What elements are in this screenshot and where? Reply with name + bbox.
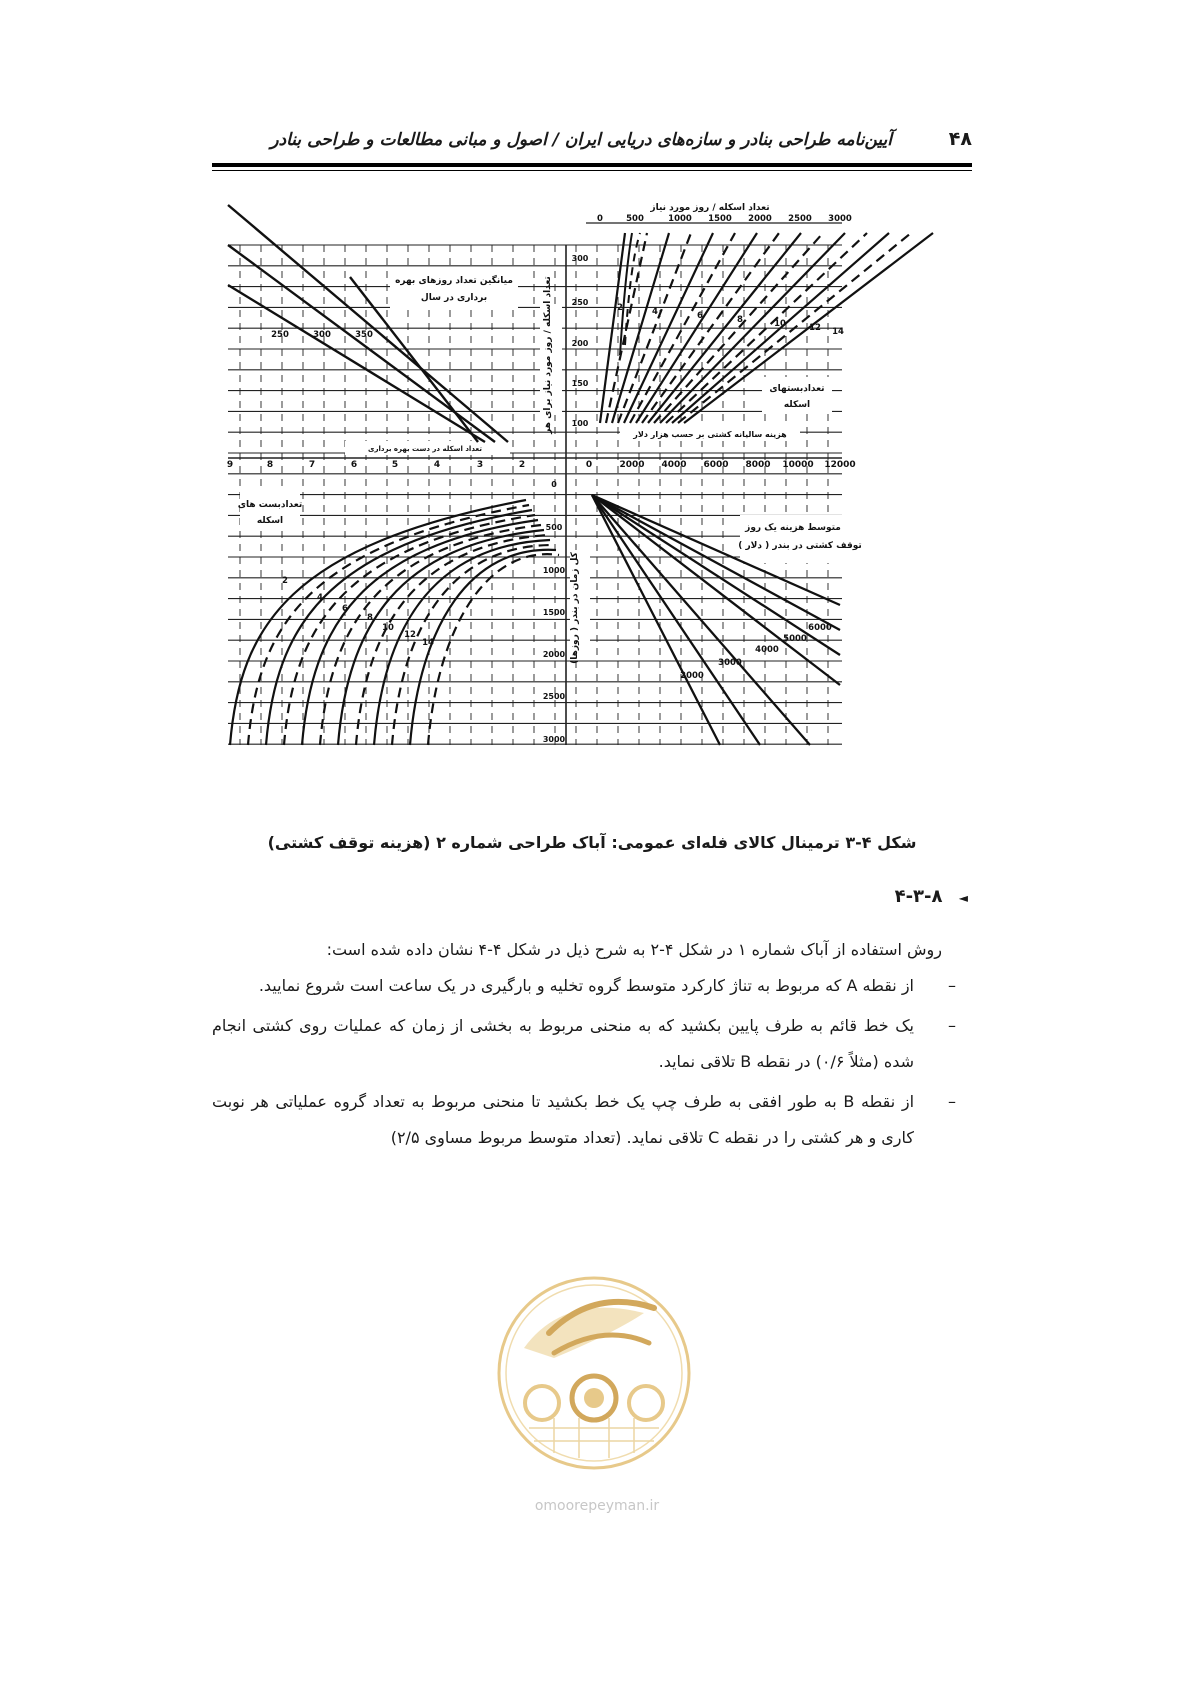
curve-label: 4 (652, 307, 658, 317)
header-rule-thin (212, 170, 972, 171)
axis-tick-label: 0 (585, 460, 593, 470)
curves-title: میانگین تعداد روزهای بهره (395, 276, 513, 286)
axis-tick-label: 1500 (708, 214, 732, 224)
logo-seal-icon (494, 1273, 694, 1473)
vertical-axis-title: تعداد اسکله / روز مورد نیاز برای هر (543, 276, 553, 434)
bullet-dash: – (948, 976, 956, 995)
curve-label: 2 (617, 303, 623, 313)
curve-label: 300 (313, 330, 331, 340)
axis-tick-label: 4000 (661, 460, 687, 470)
curve-label: 5000 (783, 634, 807, 644)
section-heading (895, 886, 968, 907)
curve-label: 350 (355, 330, 373, 340)
watermark-logo (494, 1273, 694, 1473)
axis-tick-label: 5 (391, 460, 399, 470)
curve-label: 6000 (808, 623, 832, 633)
berth-groups-label: تعدادبست های (237, 500, 303, 510)
berth-count-axis-label: تعداد اسکله در دست بهره برداری (368, 445, 482, 453)
axis-tick-label: 250 (571, 298, 589, 307)
curve-label: 4 (317, 593, 323, 603)
axis-tick-label: 100 (571, 419, 589, 428)
curve-label: 2 (282, 576, 288, 586)
curve-label: 3000 (718, 658, 742, 668)
section-marker-icon: ◄ (958, 891, 968, 905)
curve-label: 14 (832, 327, 844, 337)
curve-label: 250 (271, 330, 289, 340)
daily-cost-label: توقف کشتی در بندر ( دلار ) (738, 541, 862, 551)
running-title: آیین‌نامه طراحی بنادر و سازه‌های دریایی ایران / اصول و مبانی مطالعات و طراحی بنادر (270, 130, 892, 150)
section-number: ۴-۳-۸ (894, 886, 943, 907)
nomogram-figure (226, 203, 950, 805)
axis-tick-label: 7 (308, 460, 316, 470)
axis-tick-label: 2 (518, 460, 526, 470)
curve-label: 6 (342, 604, 348, 614)
top-right-axis-title: تعداد اسکله / روز مورد نیاز (650, 203, 770, 213)
axis-tick-label: 2000 (748, 214, 772, 224)
berth-groups-label: تعدادبستهای (769, 384, 825, 394)
total-time-axis-title: کل زمان در بندر ( روزها) (570, 552, 580, 664)
axis-tick-label: 8000 (745, 460, 771, 470)
list-item (212, 968, 962, 1004)
header-rule (212, 163, 972, 167)
axis-tick-label: 0 (551, 480, 557, 489)
axis-tick-label: 3000 (828, 214, 852, 224)
list-item (212, 1008, 962, 1080)
bullet-dash: – (948, 1016, 956, 1035)
intro-paragraph: روش استفاده از آباک شماره ۱ در شکل ۴-۲ به شرح ذیل در شکل ۴-۴ نشان داده شده است: (326, 940, 942, 959)
axis-tick-label: 9 (226, 460, 234, 470)
figure-background (237, 205, 950, 805)
axis-tick-label: 6 (350, 460, 358, 470)
body-text (212, 932, 962, 1160)
curve-label: 12 (404, 630, 416, 640)
curve-label: 12 (809, 323, 821, 333)
axis-tick-label: 6000 (703, 460, 729, 470)
curve-label: 14 (422, 638, 434, 648)
curve-label: 2000 (680, 671, 704, 681)
axis-tick-label: 3 (476, 460, 484, 470)
page-number: ۴۸ (948, 128, 972, 150)
bullet-dash: – (948, 1092, 956, 1111)
axis-tick-label: 8 (266, 460, 274, 470)
list-item-text: از نقطه A که مربوط به تناژ کارکرد متوسط گروه تخلیه و بارگیری در یک ساعت است شروع نمایید. (258, 976, 914, 995)
list-item-text: از نقطه B به طور افقی به طرف چپ یک خط بکشید تا منحنی مربوط به تعداد گروه عملیاتی هر نوبت کاری و هر کشتی را در نقطه C تلاقی نماید. (تعداد متوسط مربوط مساوی ۲/۵) (212, 1092, 915, 1147)
axis-tick-label: 200 (571, 339, 589, 348)
axis-tick-label: 500 (545, 523, 563, 532)
axis-tick-label: 150 (571, 379, 589, 388)
axis-tick-label: 10000 (782, 460, 814, 470)
axis-tick-label: 12000 (824, 460, 856, 470)
axis-tick-label: 1000 (668, 214, 692, 224)
axis-tick-label: 2500 (542, 692, 566, 701)
axis-tick-label: 2000 (619, 460, 645, 470)
curves-title: برداری در سال (420, 293, 488, 303)
instruction-list (212, 968, 962, 1156)
curve-label: 6 (697, 311, 703, 321)
axis-tick-label: 300 (571, 254, 589, 263)
berth-groups-label: اسکله (256, 516, 284, 526)
axis-tick-label: 2500 (788, 214, 812, 224)
axis-tick-label: 1000 (542, 566, 566, 575)
curve-label: 4000 (755, 645, 779, 655)
curve-label: 10 (774, 319, 786, 329)
axis-tick-label: 3000 (542, 735, 566, 744)
axis-tick-label: 500 (626, 214, 644, 224)
berth-groups-label: اسکله (783, 400, 811, 410)
label-background (390, 269, 518, 309)
list-item (212, 1084, 962, 1156)
nomogram-svg (226, 203, 950, 805)
curve-label: 10 (382, 623, 394, 633)
curve-label: 8 (737, 315, 743, 325)
axis-tick-label: 2000 (542, 650, 566, 659)
daily-cost-label: متوسط هزینه یک روز (745, 523, 841, 533)
list-item-text: یک خط قائم به طرف پایین بکشید که به منحنی مربوط به بخشی از زمان که عملیات روی کشتی انجام شده (مثلاً ۰/۶) در نقطه B تلاقی نماید. (212, 1016, 914, 1071)
axis-tick-label: 0 (597, 214, 603, 224)
annual-cost-axis-label: هزینه سالیانه کشتی بر حسب هزار دلار (633, 430, 787, 439)
axis-tick-label: 1500 (542, 608, 566, 617)
axis-tick-label: 4 (433, 460, 441, 470)
logo-website: omoorepeyman.ir (534, 1498, 660, 1514)
curve-label: 8 (367, 613, 373, 623)
figure-caption: شکل ۴-۳ ترمینال کالای فله‌ای عمومی: آباک طراحی شماره ۲ (هزینه توقف کشتی) (267, 833, 917, 852)
